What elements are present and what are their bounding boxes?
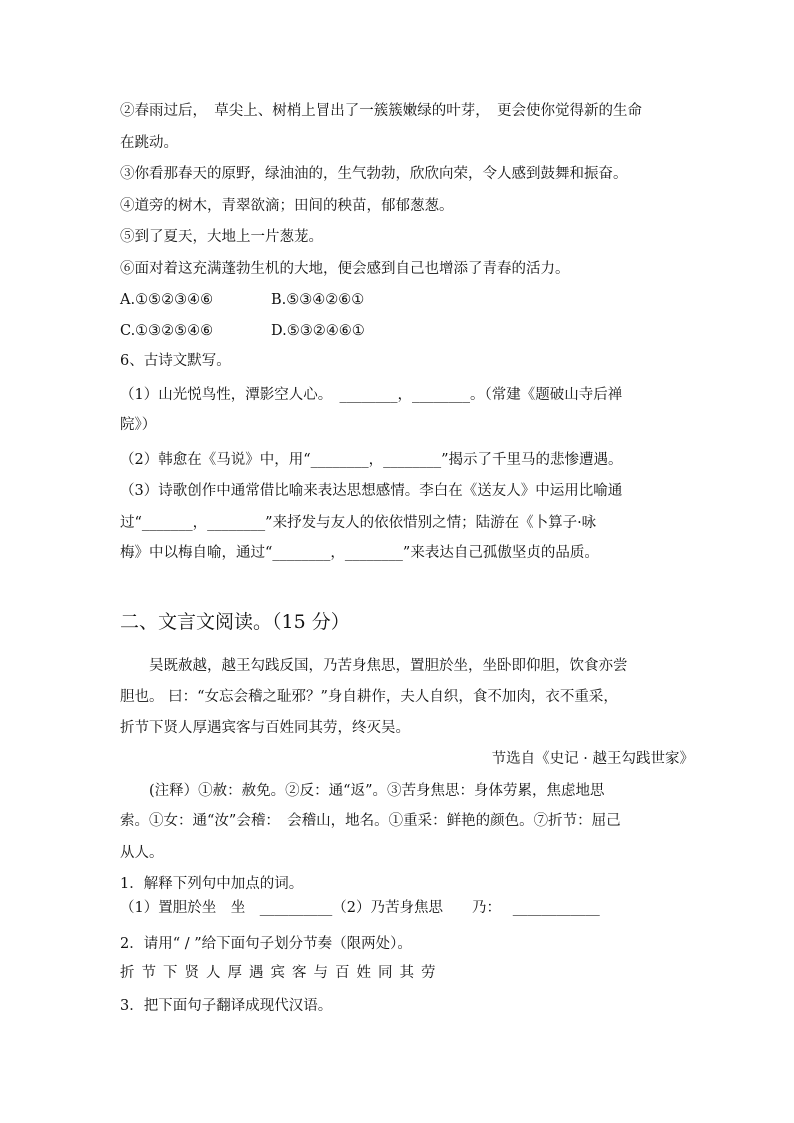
q5-sentence-6: ⑥面对着这充满蓬勃生机的大地，便会感到自己也增添了青春的活力。 — [120, 261, 570, 277]
q6-part2: （2）韩愈在《马说》中，用“________，________”揭示了千里马的悲惨遭遇。 — [120, 452, 623, 468]
q6-part3-cont1: 过“_______，________”来抒发与友人的依依惜别之情；陆游在《卜算子·咏 — [120, 515, 597, 531]
question-1: 1．解释下列句中加点的词。 — [120, 876, 304, 892]
section-heading: 二、文言文阅读。（15 分） — [120, 611, 350, 633]
note-line-2: 索。①女：通“汝”会稽： 会稽山，地名。①重采：鲜艳的颜色。⑦折节：屈己 — [120, 813, 621, 829]
question-3: 3．把下面句子翻译成现代汉语。 — [120, 998, 333, 1014]
q5-sentence-5: ⑤到了夏天，大地上一片葱茏。 — [120, 229, 323, 245]
q5-sentence-3: ③你看那春天的原野，绿油油的，生气勃勃，欣欣向荣，令人感到鼓舞和振奋。 — [120, 166, 628, 182]
q6-part3: （3）诗歌创作中通常借比喻来表达思想感情。李白在《送友人》中运用比喻通 — [120, 483, 623, 499]
passage-source: 节选自《史记 · 越王勾践世家》 — [491, 751, 694, 767]
q5-option-c: C.①③②⑤④⑥ — [120, 323, 214, 339]
question-1-items: （1）置胆於坐 坐 __________（2）乃苦身焦思 乃： ____________ — [120, 900, 600, 916]
passage-line-1: 吴既赦越，越王勾践反国，乃苦身焦思，置胆於坐，坐卧即仰胆，饮食亦尝 — [120, 658, 628, 674]
q5-sentence-2-cont: 在跳动。 — [120, 135, 178, 151]
question-2: 2．请用“ / ”给下面句子划分节奏（限两处）。 — [120, 936, 412, 952]
note-line-3: 从人。 — [120, 845, 164, 861]
q6-part3-cont2: 梅》中以梅自喻，通过“________，________”来表达自己孤傲坚贞的品质。 — [120, 545, 599, 561]
q5-option-b: B.⑤③④②⑥① — [271, 292, 365, 308]
q6-title: 6、古诗文默写。 — [120, 353, 231, 369]
q5-sentence-4: ④道旁的树木，青翠欲滴；田间的秧苗，郁郁葱葱。 — [120, 198, 454, 214]
q5-option-a: A.①⑤②③④⑥ — [120, 292, 214, 308]
q6-part1: （1）山光悦鸟性，潭影空人心。 ________，________。（常建《题破山寺后禅 — [120, 387, 623, 403]
passage-line-3: 折节下贤人厚遇宾客与百姓同其劳，终灭吴。 — [120, 720, 410, 736]
passage-line-2: 胆也。 曰：“女忘会稽之耻邪？”身自耕作，夫人自织，食不加肉，衣不重采， — [120, 689, 618, 705]
note-line-1: (注释）①赦：赦免。②反：通“返”。③苦身焦思：身体劳累，焦虑地思 — [120, 783, 605, 799]
q5-option-d: D.⑤③②④⑥① — [271, 323, 365, 339]
q5-sentence-2: ②春雨过后， 草尖上、树梢上冒出了一簇簇嫩绿的叶芽， 更会使你觉得新的生命 — [120, 103, 642, 119]
question-2-sentence: 折节下贤人厚遇宾客与百姓同其劳 — [120, 965, 443, 981]
q6-part1-cont: 院》） — [120, 417, 157, 433]
